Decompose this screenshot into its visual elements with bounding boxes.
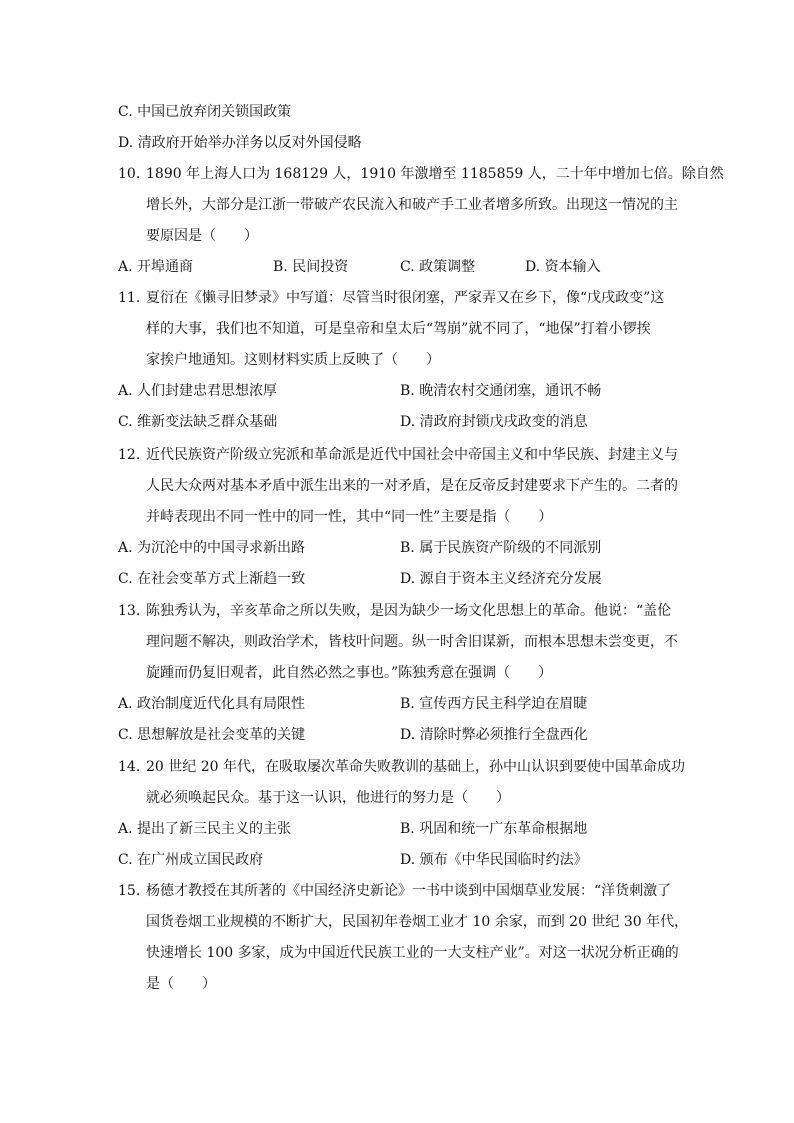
q12-option-a: A. 为沉沦中的中国寻求新出路 [118, 540, 306, 556]
q10-option-b: B. 民间投资 [273, 259, 349, 275]
q12-number: 12. [118, 447, 141, 463]
q11-option-b: B. 晚清农村交通闭塞，通讯不畅 [400, 383, 602, 399]
q11-stem-line-3: 家挨户地通知。这则材料实质上反映了（ ） [146, 352, 440, 368]
q15-stem-line-2: 国货卷烟工业规模的不断扩大，民国初年卷烟工业才 10 余家，而到 20 世纪 30 年代， [146, 914, 689, 930]
q14-stem-line-1: 20 世纪 20 年代，在吸取屡次革命失败教训的基础上，孙中山认识到要使中国革命成功 [146, 759, 685, 775]
q14-option-b: B. 巩固和统一广东革命根据地 [400, 821, 588, 837]
q10-stem-line-3: 要原因是（ ） [146, 228, 258, 244]
q12-stem-line-3: 并峙表现出不同一性中的同一性，其中“同一性”主要是指（ ） [146, 509, 553, 525]
q13-option-b: B. 宣传西方民主科学迫在眉睫 [400, 696, 588, 712]
q10-number: 10. [118, 166, 141, 182]
q10-stem-line-1: 1890 年上海人口为 168129 人，1910 年激增至 1185859 人，二十年中增加七倍。除自然 [146, 166, 724, 182]
q13-stem-line-3: 旋踵而仍复旧观者，此自然必然之事也。”陈独秀意在强调（ ） [146, 665, 553, 681]
q15-stem-line-1: 杨德才教授在其所著的《中国经济史新论》一书中谈到中国烟草业发展：“洋货刺激了 [146, 883, 672, 899]
q13-option-a: A. 政治制度近代化具有局限性 [118, 696, 306, 712]
q11-option-c: C. 维新变法缺乏群众基础 [118, 414, 278, 430]
q14-stem-line-2: 就必须唤起民众。基于这一认识，他进行的努力是（ ） [146, 790, 510, 806]
q11-stem-line-2: 样的大事，我们也不知道，可是皇帝和皇太后“驾崩”就不同了，“地保”打着小锣挨 [146, 321, 651, 337]
q14-option-a: A. 提出了新三民主义的主张 [118, 821, 292, 837]
q14-number: 14. [118, 759, 141, 775]
q14-option-c: C. 在广州成立国民政府 [118, 852, 264, 868]
q12-stem-line-2: 人民大众两对基本矛盾中派生出来的一对矛盾，是在反帝反封建要求下产生的。二者的 [146, 478, 678, 494]
q12-option-c: C. 在社会变革方式上渐趋一致 [118, 571, 306, 587]
q10-option-a: A. 开埠通商 [118, 259, 194, 275]
q11-stem-line-1: 夏衍在《懒寻旧梦录》中写道：尽管当时很闭塞，严家弄又在乡下，像“戊戌政变”这 [146, 290, 665, 306]
q13-stem-line-1: 陈独秀认为，辛亥革命之所以失败，是因为缺少一场文化思想上的革命。他说：“盖伦 [146, 603, 672, 619]
q14-option-d: D. 颁布《中华民国临时约法》 [400, 852, 588, 868]
q11-number: 11. [118, 290, 141, 306]
q13-option-d: D. 清除时弊必须推行全盘西化 [400, 727, 588, 743]
q12-option-b: B. 属于民族资产阶级的不同派别 [400, 540, 602, 556]
q12-option-d: D. 源自于资本主义经济充分发展 [400, 571, 602, 587]
q11-option-a: A. 人们封建忠君思想浓厚 [118, 383, 278, 399]
q13-option-c: C. 思想解放是社会变革的关键 [118, 727, 306, 743]
q13-number: 13. [118, 603, 141, 619]
q12-stem-line-1: 近代民族资产阶级立宪派和革命派是近代中国社会中帝国主义和中华民族、封建主义与 [146, 447, 678, 463]
q15-stem-line-4: 是（ ） [146, 976, 216, 992]
q9-option-d: D. 清政府开始举办洋务以反对外国侵略 [118, 135, 362, 151]
q11-option-d: D. 清政府封锁戊戌政变的消息 [400, 414, 588, 430]
q9-option-c: C. 中国已放弃闭关锁国政策 [118, 104, 292, 120]
q15-stem-line-3: 快速增长 100 多家，成为中国近代民族工业的一大支柱产业”。对这一状况分析正确的 [146, 945, 679, 961]
q10-stem-line-2: 增长外，大部分是江浙一带破产农民流入和破产手工业者增多所致。出现这一情况的主 [146, 197, 678, 213]
q10-option-c: C. 政策调整 [400, 259, 476, 275]
q10-option-d: D. 资本输入 [525, 259, 601, 275]
q13-stem-line-2: 理问题不解决，则政治学术，皆枝叶问题。纵一时舍旧谋新，而根本思想未尝变更，不 [146, 634, 678, 650]
q15-number: 15. [118, 883, 141, 899]
